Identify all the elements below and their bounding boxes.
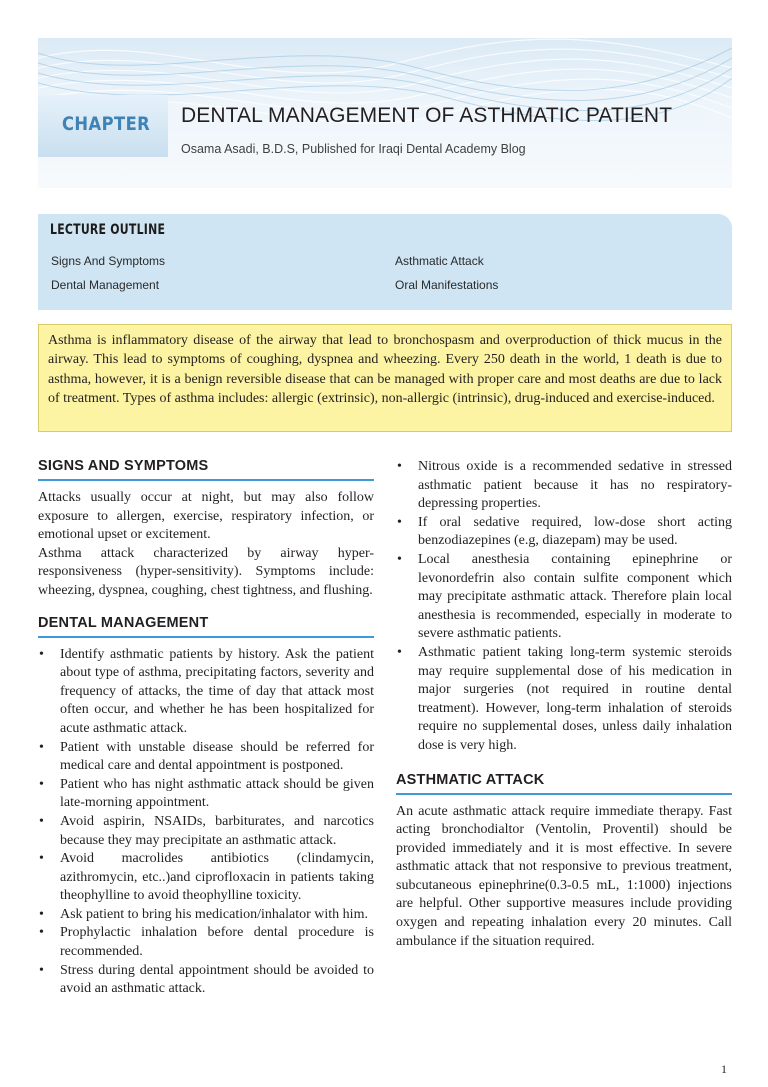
list-item: • Nitrous oxide is a recommended sedative in stressed asthmatic patient because it has no respiratory-depressing properties. [396, 458, 732, 514]
list-item: • Avoid aspirin, NSAIDs, barbiturates, and narcotics because they may precipitate an asthmatic attack. [38, 813, 374, 850]
signs-heading: SIGNS AND SYMPTOMS [38, 458, 374, 481]
signs-paragraph-2: Asthma attack characterized by airway hyper-responsiveness (hyper-sensitivity). Symptoms include: wheezing, dyspnea, coughing, chest tightness, and flushing. [38, 545, 374, 598]
list-item: • If oral sedative required, low-dose short acting benzodiazepines (e.g, diazepam) may be used. [396, 514, 732, 551]
page-number: 1 [721, 1062, 727, 1076]
list-item: • Identify asthmatic patients by history. Ask the patient about type of asthma, precipitating factors, severity and frequency of attacks, the time of day that attack most often occur, and whether he has been hospitalized for acute asthmatic attack. [38, 646, 374, 739]
list-item: • Local anesthesia containing epinephrine or levonordefrin also contain sulfite component which may precipitate asthmatic attack. Therefore plain local anesthesia is recommended, especially in moderate to severe asthmatic patients. [396, 551, 732, 644]
list-item: • Patient who has night asthmatic attack should be given late-morning appointment. [38, 776, 374, 813]
lecture-outline [38, 214, 732, 310]
management-heading: DENTAL MANAGEMENT [38, 615, 374, 638]
outline-title: LECTURE OUTLINE [50, 222, 166, 238]
management-list-continued [396, 458, 732, 756]
list-item: • Ask patient to bring his medication/inhalator with him. [38, 906, 374, 925]
outline-item-attack: Asthmatic Attack [395, 254, 484, 268]
outline-item-signs: Signs And Symptoms [51, 254, 166, 268]
signs-paragraph-1: Attacks usually occur at night, but may also follow exposure to allergen, exercise, respiratory infection, or emotional upset or excitement. [38, 490, 374, 543]
list-item: • Patient with unstable disease should be referred for medical care and dental appointment is postponed. [38, 739, 374, 776]
attack-paragraph: An acute asthmatic attack require immediate therapy. Fast acting bronchodialtor (Ventolin, Proventil) should be provided immediately and it is most effective. In severe asthmatic attack that not responsive to previous treatment, subcutaneous epinephrine(0.3-0.5 mL, 1:1000) injections are helpful. Other supportive measures include providing oxygen and repeating inhalation every 20 minutes. Call ambulance if the situation required. [396, 803, 732, 949]
list-item: • Avoid macrolides antibiotics (clindamycin, azithromycin, etc..)and ciprofloxacin in patients taking theophylline to avoid theophylline toxicity. [38, 850, 374, 906]
left-column [38, 458, 374, 999]
list-item: • Asthmatic patient taking long-term systemic steroids may require supplemental dose of his medication in major surgeries (not required in routine dental treatment). However, long-term inhalation of steroids require no supplemental doses, unless daily inhalation dose is very high. [396, 644, 732, 756]
list-item: • Prophylactic inhalation before dental procedure is recommended. [38, 924, 374, 961]
intro-box: Asthma is inflammatory disease of the airway that lead to bronchospasm and overproduction of thick mucus in the airway. This lead to symptoms of coughing, dyspnea and wheezing. Every 250 death in the world, 1 death is due to asthma, however, it is a benign reversible disease that can be managed with proper care and most deaths are due to lack of treatment. Types of asthma includes: allergic (extrinsic), non-allergic (intrinsic), drug-induced and exercise-induced. [38, 324, 732, 432]
right-column [396, 458, 732, 951]
list-item: • Stress during dental appointment should be avoided to avoid an asthmatic attack. [38, 962, 374, 999]
outline-item-management: Dental Management [51, 278, 160, 292]
management-list [38, 646, 374, 999]
attack-heading: ASTHMATIC ATTACK [396, 772, 732, 795]
document-title: DENTAL MANAGEMENT OF ASTHMATIC PATIENT [181, 104, 673, 127]
chapter-label: CHAPTER [62, 113, 151, 135]
outline-item-oral: Oral Manifestations [395, 278, 499, 292]
document-subtitle: Osama Asadi, B.D.S, Published for Iraqi Dental Academy Blog [181, 142, 526, 156]
